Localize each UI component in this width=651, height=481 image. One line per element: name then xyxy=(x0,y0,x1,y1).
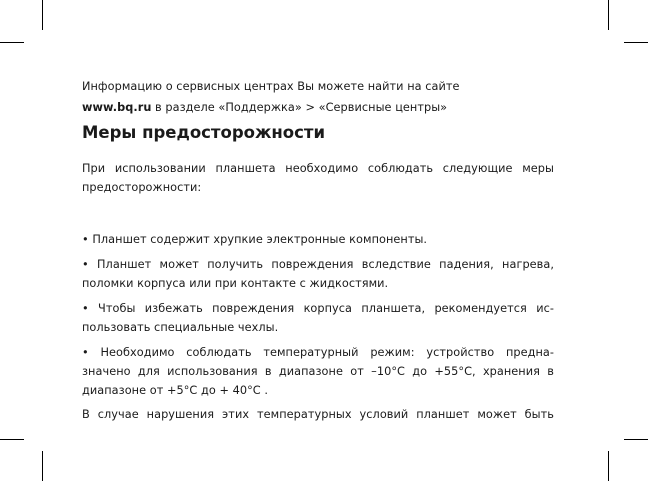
crop-mark-top-right-vertical xyxy=(608,0,609,30)
bullet-1-line-1: • Планшет содержит хрупкие электронные компоненты. xyxy=(82,233,428,246)
crop-mark-bottom-left-vertical xyxy=(42,451,43,481)
crop-mark-top-right-horizontal xyxy=(624,42,648,43)
bullet-2-line-2: поломки корпуса или при контакте с жидкостями. xyxy=(82,277,389,290)
lead-line-1: При использовании планшета необходимо соблюдать следующие меры xyxy=(82,162,554,175)
website-link[interactable]: www.bq.ru xyxy=(82,101,152,114)
bullet-2-line-1: • Планшет может получить повреждения вследствие падения, нагрева, xyxy=(82,258,554,271)
bullet-3-line-2: пользовать специальные чехлы. xyxy=(82,321,279,334)
crop-mark-top-left-horizontal xyxy=(0,42,24,43)
intro-line-2 xyxy=(82,101,447,114)
crop-mark-top-left-vertical xyxy=(42,0,43,30)
intro-line-1: Информацию о сервисных центрах Вы можете найти на сайте xyxy=(82,80,460,93)
crop-mark-bottom-right-vertical xyxy=(608,451,609,481)
section-title: Меры предосторожности xyxy=(82,123,326,142)
bullet-4-line-2: значено для использования в диапазоне от –10°С до +55°С, хранения в xyxy=(82,365,554,378)
bullet-3-line-1: • Чтобы избежать повреждения корпуса планшета, рекомендуется ис- xyxy=(82,302,554,315)
crop-mark-bottom-right-horizontal xyxy=(624,439,648,440)
bullet-4-line-1: • Необходимо соблюдать температурный режим: устройство предна- xyxy=(82,346,554,359)
intro-line-2-text: в разделе «Поддержка» > «Сервисные центры» xyxy=(151,101,448,114)
bullet-4-line-3: диапазоне от +5°С до + 40°С . xyxy=(82,384,269,397)
crop-mark-bottom-left-horizontal xyxy=(0,439,24,440)
closing-line: В случае нарушения этих температурных условий планшет может быть xyxy=(82,408,554,421)
lead-line-2: предосторожности: xyxy=(82,181,202,194)
